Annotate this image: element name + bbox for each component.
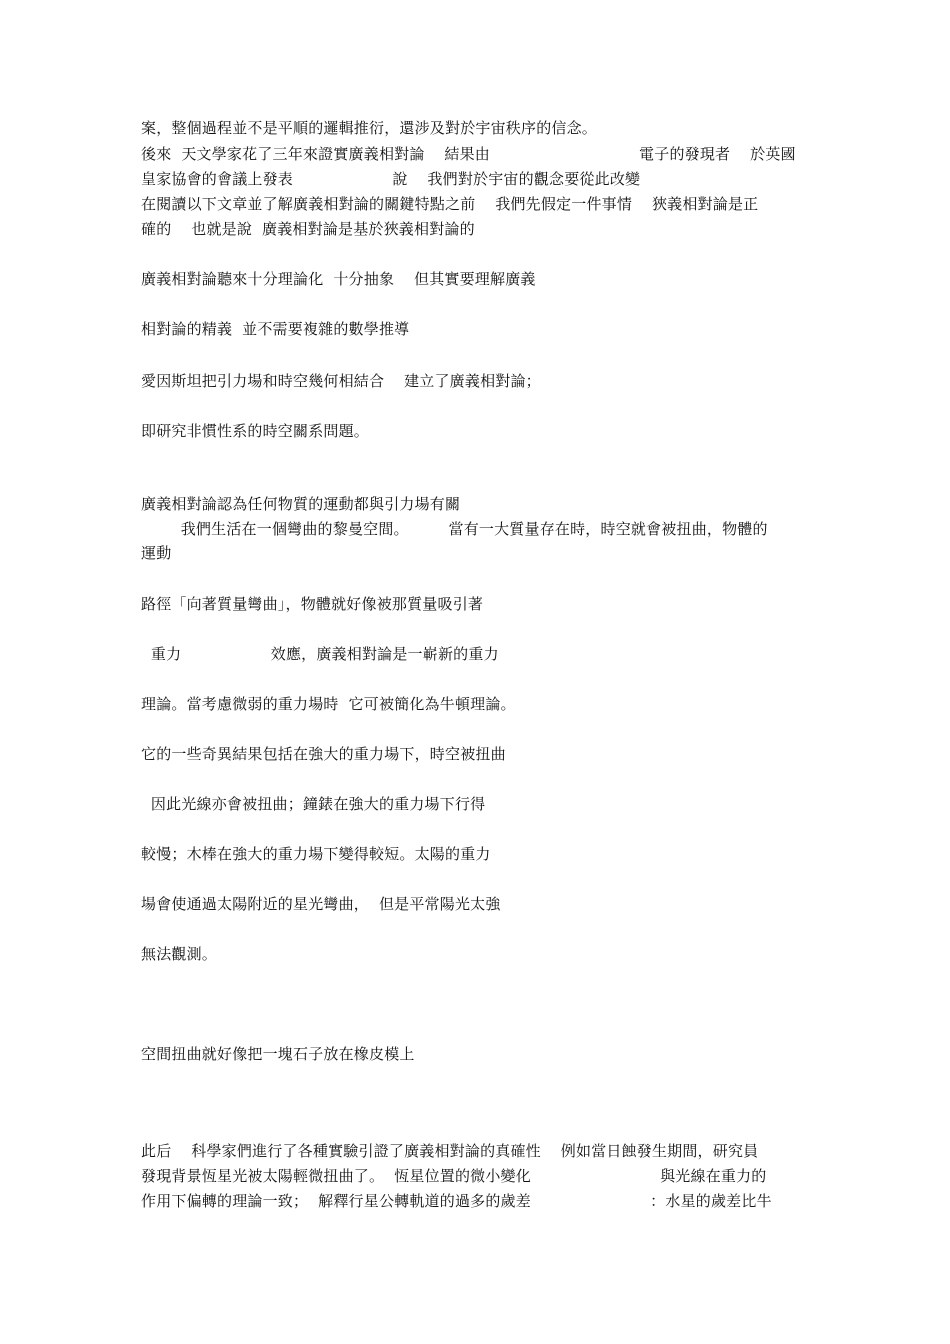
text-line: 發現背景恆星光被太陽輕微扭曲了。 恆星位置的微小變化 與光線在重力的 <box>141 1167 767 1185</box>
text-line: 較慢；木棒在強大的重力場下變得較短。太陽的重力 <box>141 845 491 863</box>
text-line: 路徑「向著質量彎曲」，物體就好像被那質量吸引著 <box>141 595 484 613</box>
text-line: 即研究非慣性系的時空關系問題。 <box>141 422 370 440</box>
text-line: 因此光線亦會被扭曲；鐘錶在強大的重力場下行得 <box>141 795 486 813</box>
text-line: 此后 科學家們進行了各種實驗引證了廣義相對論的真確性 例如當日蝕發生期間，研究員 <box>141 1142 759 1160</box>
text-line: 理論。當考慮微弱的重力場時 它可被簡化為牛頓理論。 <box>141 695 516 713</box>
text-line: 廣義相對論聽來十分理論化 十分抽象 但其實要理解廣義 <box>141 270 536 288</box>
text-line: 皇家協會的會議上發表 說 我們對於宇宙的觀念要從此改變 <box>141 170 641 188</box>
text-line: 愛因斯坦把引力場和時空幾何相結合 建立了廣義相對論； <box>141 372 541 390</box>
text-line: 無法觀測。 <box>141 945 218 963</box>
text-line: 確的 也就是說 廣義相對論是基於狹義相對論的 <box>141 220 475 238</box>
text-line: 案，整個過程並不是平順的邏輯推衍，還涉及對於宇宙秩序的信念。 <box>141 119 598 137</box>
text-line: 空間扭曲就好像把一塊石子放在橡皮模上 <box>141 1045 415 1063</box>
text-line: 廣義相對論認為任何物質的運動都與引力場有關 <box>141 495 461 513</box>
text-line: 相對論的精義 並不需要複雜的數學推導 <box>141 320 410 338</box>
text-line: 重力 效應，廣義相對論是一嶄新的重力 <box>141 645 499 663</box>
text-line: 運動 <box>141 544 172 562</box>
text-line: 後來 天文學家花了三年來證實廣義相對論 結果由 電子的發現者 於英國 <box>141 145 796 163</box>
text-line: 它的一些奇異結果包括在強大的重力場下，時空被扭曲 <box>141 745 506 763</box>
text-line: 在閱讀以下文章並了解廣義相對論的關鍵特點之前 我們先假定一件事情 狹義相對論是正 <box>141 195 759 213</box>
text-line: 作用下偏轉的理論一致； 解釋行星公轉軌道的過多的歲差 ：水星的歲差比牛 <box>141 1192 772 1210</box>
text-line: 我們生活在一個彎曲的黎曼空間。 當有一大質量存在時，時空就會被扭曲，物體的 <box>141 520 768 538</box>
text-line: 場會使通過太陽附近的星光彎曲， 但是平常陽光太強 <box>141 895 501 913</box>
